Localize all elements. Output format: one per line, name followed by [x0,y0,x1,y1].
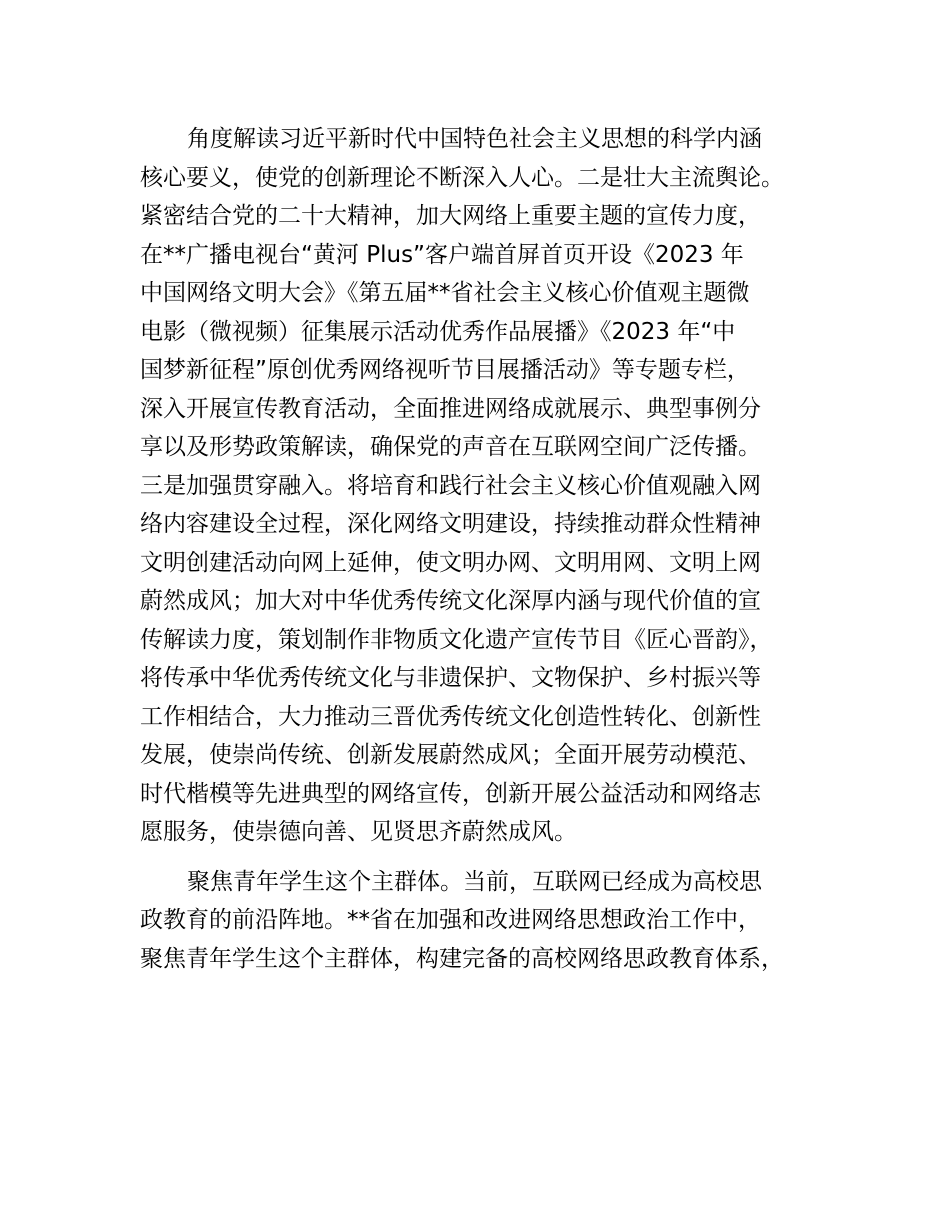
text-line: 紧密结合党的二十大精神，加大网络上重要主题的宣传力度， [140,203,761,229]
text-line: 时代楷模等先进典型的网络宣传，创新开展公益活动和网络志 [140,780,761,807]
text-line: 聚焦青年学生这个主群体，构建完备的高校网络思政教育体系， [140,945,784,972]
text-line: 发展，使崇尚传统、创新发展蔚然成风；全面开展劳动模范、 [140,742,761,768]
text-line: 享以及形势政策解读，确保党的声音在互联网空间广泛传播。 [140,434,761,460]
text-line: 将传承中华优秀传统文化与非遗保护、文物保护、乡村振兴等 [140,665,761,691]
paragraph-2 [140,863,840,979]
text-line: 核心要义，使党的创新理论不断深入人心。二是壮大主流舆论。 [140,164,784,191]
text-line: 中国网络文明大会》《第五届**省社会主义核心价值观主题微 [140,280,750,306]
text-line: 三是加强贯穿融入。将培育和践行社会主义核心价值观融入网 [140,472,761,499]
text-line: 在**广播电视台“黄河 Plus”客户端首屏首页开设《2023 年 [140,241,744,268]
text-line: 角度解读习近平新时代中国特色社会主义思想的科学内涵 [187,126,762,152]
text-line: 聚焦青年学生这个主群体。当前，互联网已经成为高校思 [187,868,762,895]
text-line: 传解读力度，策划制作非物质文化遗产宣传节目《匠心晋韵》， [140,626,773,653]
text-line: 络内容建设全过程，深化网络文明建设，持续推动群众性精神 [140,511,761,537]
text-line: 电影（微视频）征集展示活动优秀作品展播》《2023 年“中 [140,318,736,345]
text-line: 国梦新征程”原创优秀网络视听节目展播活动》等专题专栏， [140,357,750,383]
text-line: 蔚然成风；加大对中华优秀传统文化深厚内涵与现代价值的宣 [140,588,761,614]
text-line: 愿服务，使崇德向善、见贤思齐蔚然成风。 [140,819,577,845]
text-line: 工作相结合，大力推动三晋优秀传统文化创造性转化、创新性 [140,703,761,730]
text-line: 文明创建活动向网上延伸，使文明办网、文明用网、文明上网 [140,549,761,576]
paragraph-1 [140,120,840,852]
text-line: 深入开展宣传教育活动，全面推进网络成就展示、典型事例分 [140,395,761,422]
paragraph-spacer [140,852,840,863]
text-line: 政教育的前沿阵地。**省在加强和改进网络思想政治工作中， [140,907,761,933]
document-body [140,120,840,978]
